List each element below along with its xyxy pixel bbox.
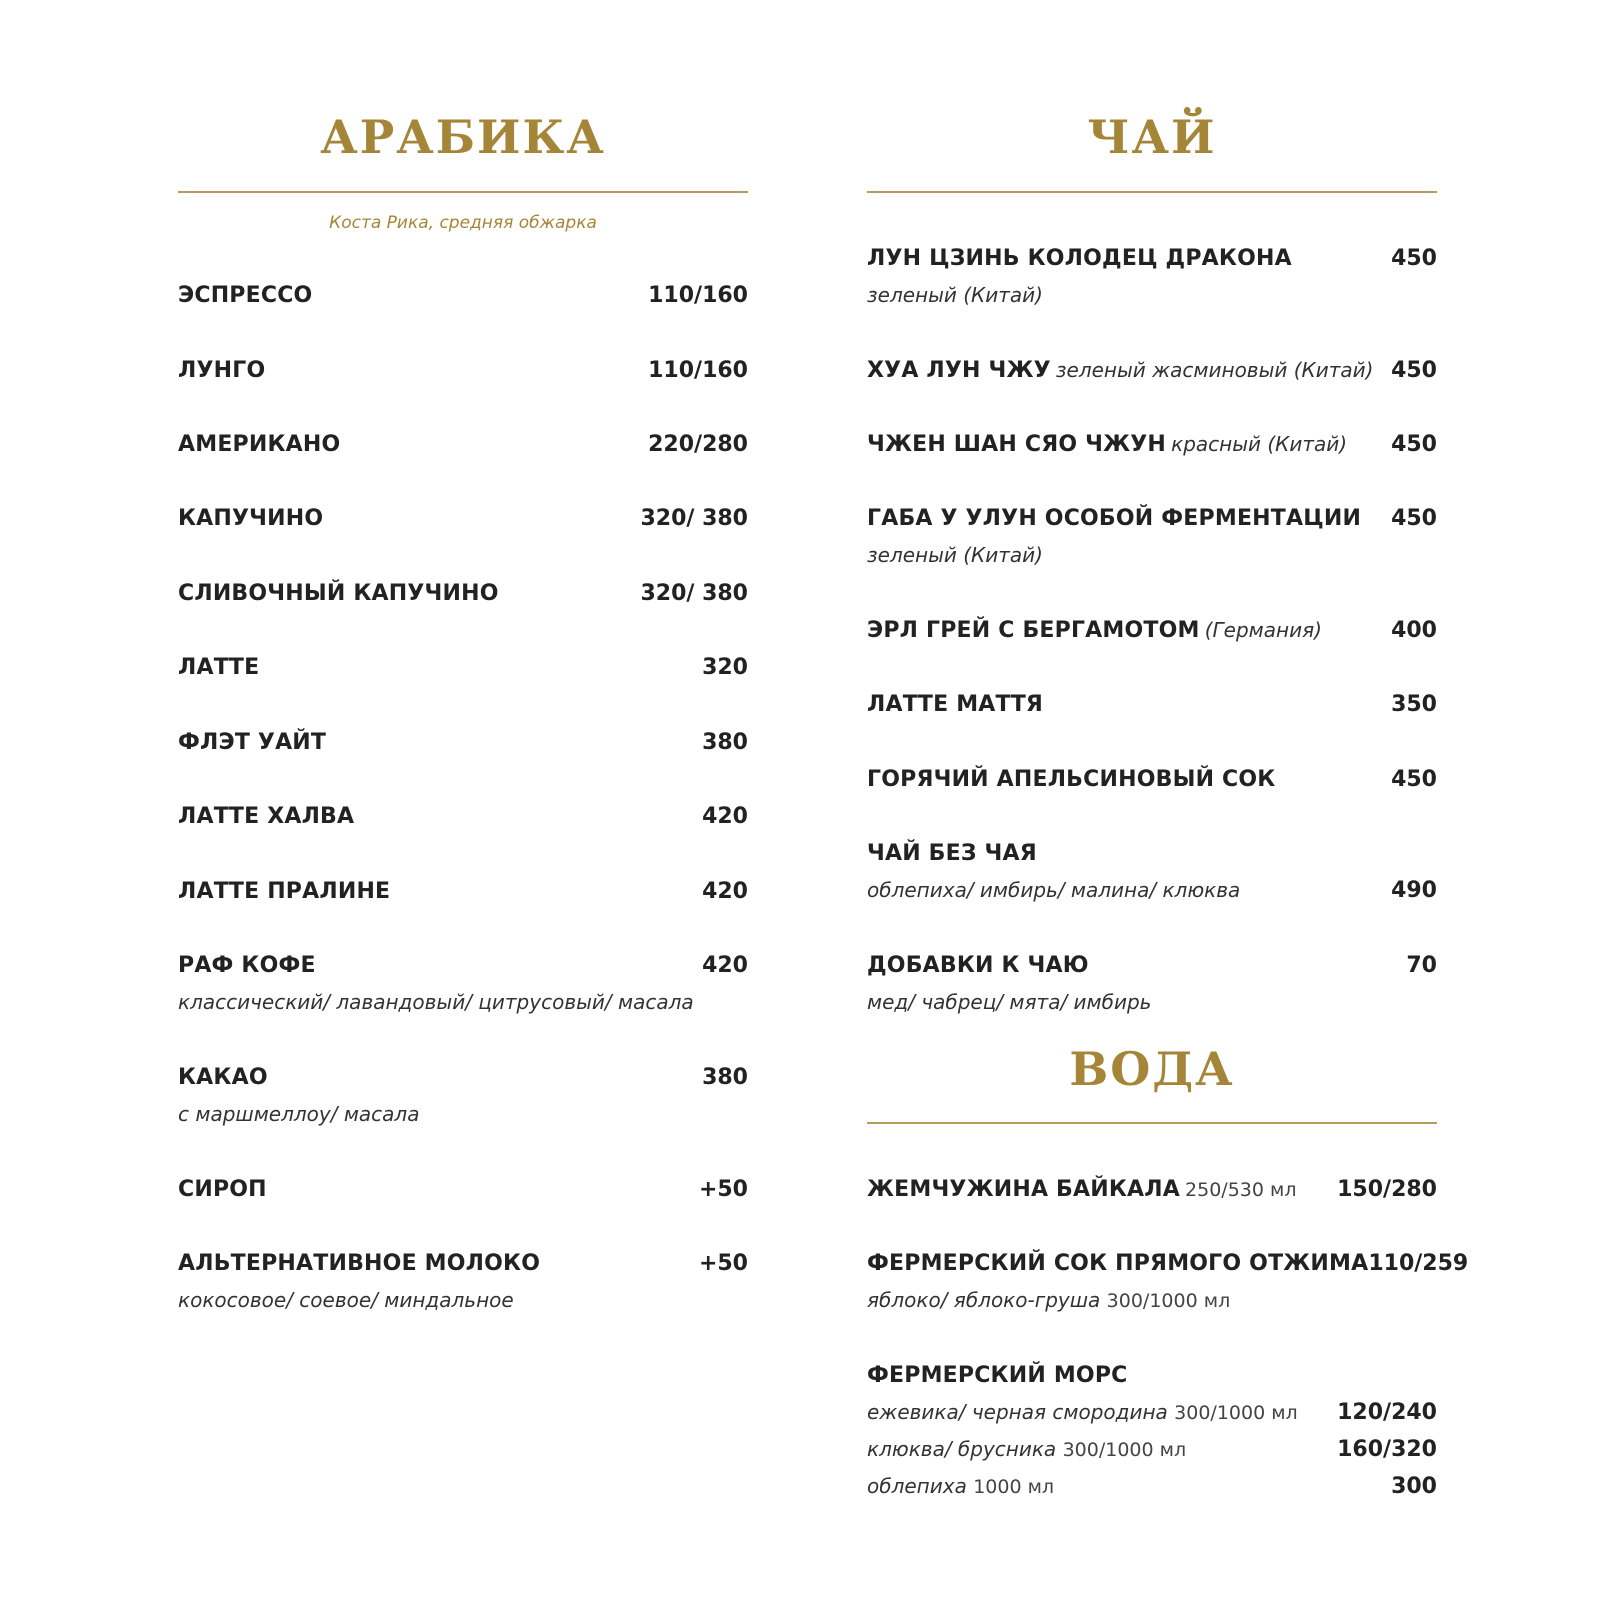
item-name: ГАБА У УЛУН ОСОБОЙ ФЕРМЕНТАЦИИ	[867, 506, 1362, 531]
item-volume: 300/1000 мл	[1106, 1290, 1231, 1312]
item-name: ЧЖЕН ШАН СЯО ЧЖУН	[867, 432, 1167, 457]
menu-item	[867, 1245, 1469, 1319]
item-price: 420	[702, 953, 748, 978]
divider	[867, 1122, 1437, 1124]
section-subtitle: Коста Рика, средняя обжарка	[329, 213, 597, 233]
item-price: 150/280	[1337, 1177, 1437, 1202]
menu-item	[178, 649, 748, 686]
menu-item	[867, 352, 1437, 389]
variant-description: клюква/ брусника	[867, 1437, 1057, 1461]
item-price: 450	[1391, 506, 1437, 531]
item-price: 220/280	[648, 432, 748, 457]
item-name: ЛАТТЕ ПРАЛИНЕ	[178, 879, 391, 904]
item-name: ГОРЯЧИЙ АПЕЛЬСИНОВЫЙ СОК	[867, 767, 1276, 792]
item-volume: 250/530 мл	[1185, 1179, 1297, 1201]
menu-item	[178, 1059, 748, 1133]
menu-item	[178, 500, 748, 537]
item-note: зеленый жасминовый (Китай)	[1055, 358, 1374, 382]
item-name: РАФ КОФЕ	[178, 953, 316, 978]
item-price: 380	[702, 730, 748, 755]
menu-item	[178, 1245, 748, 1319]
variant-price: 120/240	[1337, 1400, 1437, 1425]
section-heading-water: ВОДА	[1069, 1042, 1235, 1096]
menu-item	[867, 1357, 1437, 1505]
item-description: с маршмеллоу/ масала	[178, 1102, 420, 1126]
item-note: (Германия)	[1204, 618, 1322, 642]
item-price: 110/160	[648, 283, 748, 308]
item-name: ЖЕМЧУЖИНА БАЙКАЛА	[867, 1177, 1180, 1202]
item-price: +50	[698, 1251, 748, 1276]
item-price: 490	[1391, 878, 1437, 903]
item-price: 400	[1391, 618, 1437, 643]
item-description: облепиха/ имбирь/ малина/ клюква	[867, 878, 1241, 902]
menu-item	[867, 240, 1437, 314]
variant-description: ежевика/ черная смородина	[867, 1400, 1168, 1424]
variant-price: 300	[1391, 1474, 1437, 1499]
item-price: 450	[1391, 432, 1437, 457]
menu-item	[178, 426, 748, 463]
menu-item	[178, 575, 748, 612]
menu-item	[867, 500, 1437, 574]
item-name: ЛАТТЕ МАТТЯ	[867, 692, 1044, 717]
item-description: зеленый (Китай)	[867, 283, 1043, 307]
item-name: ЧАЙ БЕЗ ЧАЯ	[867, 841, 1037, 866]
item-name: ЭРЛ ГРЕЙ С БЕРГАМОТОМ	[867, 618, 1200, 643]
menu-item	[867, 835, 1437, 909]
menu-item	[178, 352, 748, 389]
item-price: 420	[702, 804, 748, 829]
menu-item	[178, 277, 748, 314]
item-price: 320	[702, 655, 748, 680]
item-description: классический/ лавандовый/ цитрусовый/ масала	[178, 990, 694, 1014]
variant-price: 160/320	[1337, 1437, 1437, 1462]
section-heading-tea: ЧАЙ	[1087, 110, 1217, 164]
divider	[867, 191, 1437, 193]
item-price: 450	[1391, 767, 1437, 792]
variant-volume: 300/1000 мл	[1062, 1439, 1187, 1461]
menu-item	[178, 947, 748, 1021]
item-price: 350	[1391, 692, 1437, 717]
item-name: ДОБАВКИ К ЧАЮ	[867, 953, 1089, 978]
item-description: мед/ чабрец/ мята/ имбирь	[867, 990, 1152, 1014]
item-price: 320/ 380	[640, 506, 748, 531]
menu-item	[867, 947, 1437, 1021]
item-price: 110/259	[1368, 1251, 1469, 1276]
item-price: 320/ 380	[640, 581, 748, 606]
item-price: 70	[1406, 953, 1437, 978]
item-name: ФЕРМЕРСКИЙ МОРС	[867, 1363, 1128, 1388]
item-name: ЛУНГО	[178, 358, 266, 383]
item-name: ЭСПРЕССО	[178, 283, 313, 308]
item-name: СЛИВОЧНЫЙ КАПУЧИНО	[178, 581, 499, 606]
section-heading-arabica: АРАБИКА	[320, 110, 606, 164]
menu-item	[867, 1171, 1437, 1208]
item-price: 450	[1391, 246, 1437, 271]
variant-description: облепиха	[867, 1474, 967, 1498]
item-price: 450	[1391, 358, 1437, 383]
item-price: 380	[702, 1065, 748, 1090]
item-name: АЛЬТЕРНАТИВНОЕ МОЛОКО	[178, 1251, 541, 1276]
item-name: КАКАО	[178, 1065, 268, 1090]
divider	[178, 191, 748, 193]
item-name: СИРОП	[178, 1177, 267, 1202]
menu-item	[867, 426, 1437, 463]
item-name: ФЕРМЕРСКИЙ СОК ПРЯМОГО ОТЖИМА	[867, 1251, 1369, 1276]
item-name: ФЛЭТ УАЙТ	[178, 730, 327, 755]
item-name: ЛАТТЕ ХАЛВА	[178, 804, 355, 829]
item-price: 420	[702, 879, 748, 904]
item-name: ХУА ЛУН ЧЖУ	[867, 358, 1051, 383]
variant-volume: 300/1000 мл	[1174, 1402, 1298, 1424]
item-name: ЛУН ЦЗИНЬ КОЛОДЕЦ ДРАКОНА	[867, 246, 1292, 271]
item-description: кокосовое/ соевое/ миндальное	[178, 1288, 514, 1312]
item-name: АМЕРИКАНО	[178, 432, 341, 457]
menu-item	[867, 686, 1437, 723]
item-description: яблоко/ яблоко-груша	[867, 1288, 1101, 1312]
menu-item	[178, 798, 748, 835]
menu-item	[178, 1171, 748, 1208]
variant-volume: 1000 мл	[973, 1476, 1055, 1498]
item-price: 110/160	[648, 358, 748, 383]
item-price: +50	[698, 1177, 748, 1202]
menu-item	[178, 873, 748, 910]
item-note: красный (Китай)	[1171, 432, 1348, 456]
menu-item	[867, 761, 1437, 798]
item-name: ЛАТТЕ	[178, 655, 260, 680]
item-description: зеленый (Китай)	[867, 543, 1043, 567]
menu-item	[178, 724, 748, 761]
item-name: КАПУЧИНО	[178, 506, 324, 531]
menu-item	[867, 612, 1437, 649]
